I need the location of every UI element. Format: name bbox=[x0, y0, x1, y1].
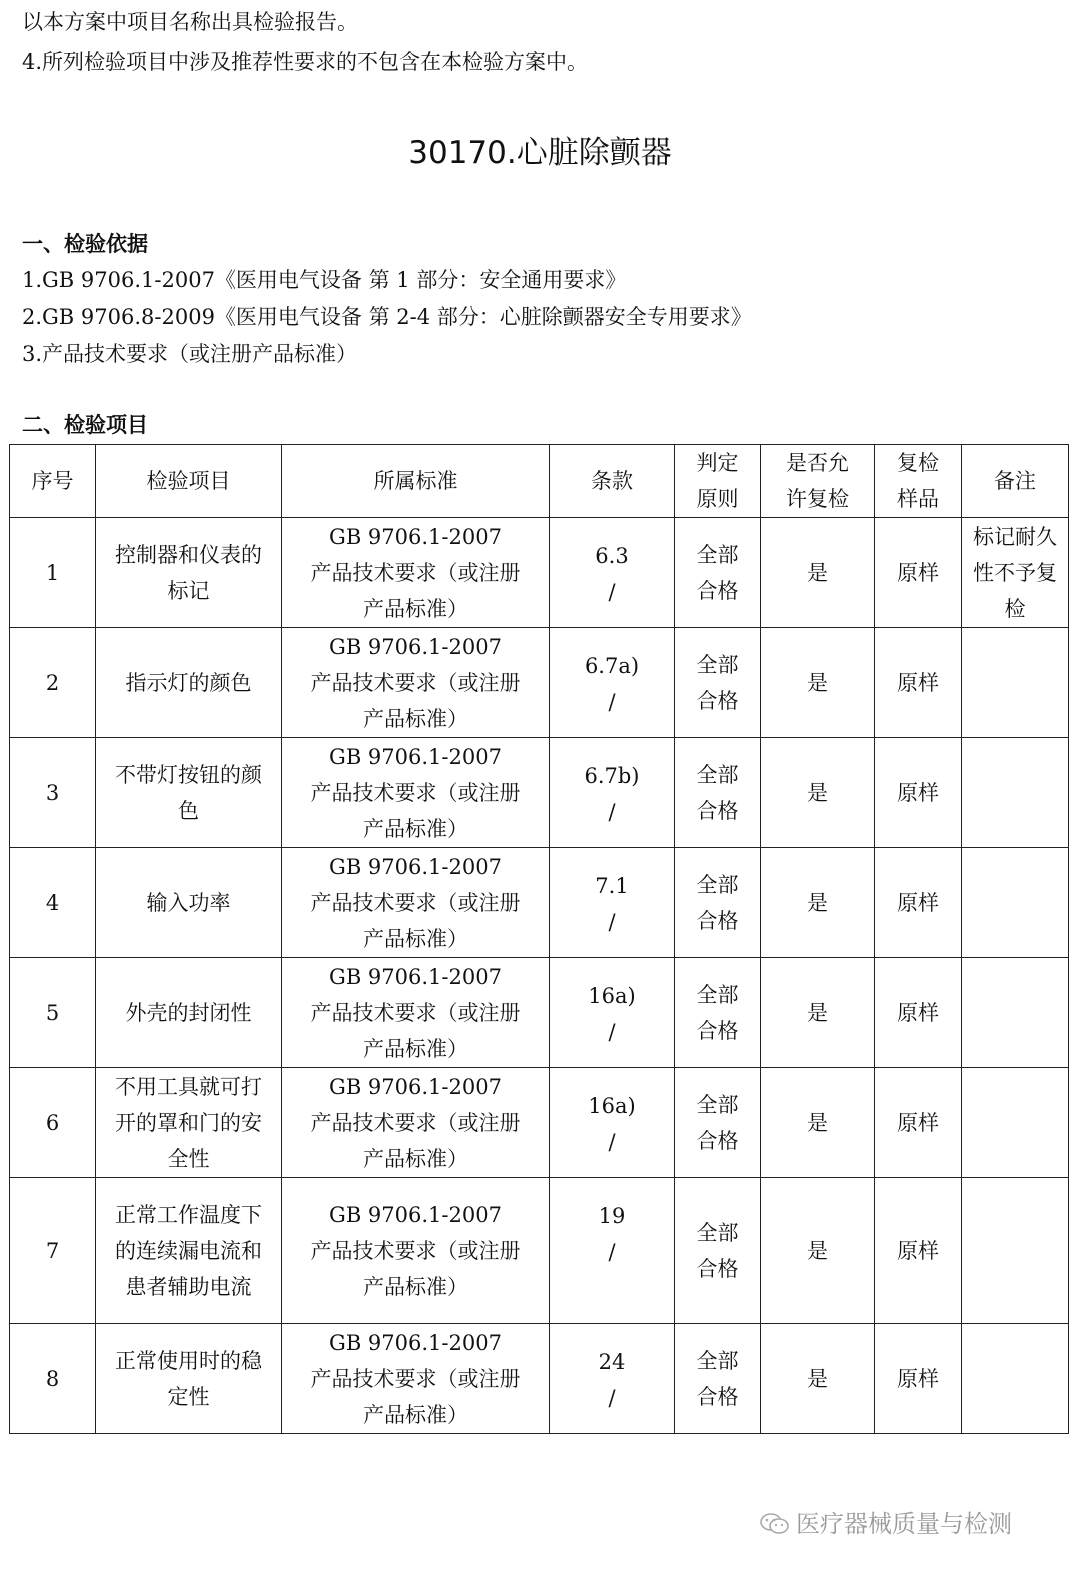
column-header: 条款 bbox=[550, 445, 675, 518]
item-name: 输入功率 bbox=[96, 848, 282, 958]
basis-heading: 一、检验依据 bbox=[22, 232, 148, 256]
recheck-sample: 原样 bbox=[875, 518, 962, 628]
table-row bbox=[10, 1068, 1069, 1178]
standard: GB 9706.1-2007 产品技术要求（或注册 产品标准） bbox=[282, 1068, 550, 1178]
table-row bbox=[10, 628, 1069, 738]
item-name: 不用工具就可打开的罩和门的安全性 bbox=[96, 1068, 282, 1178]
judgement: 全部 合格 bbox=[675, 848, 761, 958]
recheck-allowed: 是 bbox=[761, 1068, 875, 1178]
note bbox=[962, 1178, 1069, 1324]
recheck-allowed: 是 bbox=[761, 518, 875, 628]
recheck-sample: 原样 bbox=[875, 628, 962, 738]
item-name: 正常使用时的稳定性 bbox=[96, 1324, 282, 1434]
clause: 19 / bbox=[550, 1178, 675, 1324]
recheck-allowed: 是 bbox=[761, 738, 875, 848]
table-row bbox=[10, 738, 1069, 848]
recheck-allowed: 是 bbox=[761, 958, 875, 1068]
row-number: 3 bbox=[10, 738, 96, 848]
judgement: 全部 合格 bbox=[675, 1178, 761, 1324]
item-name: 不带灯按钮的颜色 bbox=[96, 738, 282, 848]
recheck-sample: 原样 bbox=[875, 1324, 962, 1434]
recheck-allowed: 是 bbox=[761, 1178, 875, 1324]
intro-line-2: 4.所列检验项目中涉及推荐性要求的不包含在本检验方案中。 bbox=[22, 50, 589, 74]
table-header-row bbox=[10, 445, 1069, 518]
note bbox=[962, 848, 1069, 958]
note bbox=[962, 958, 1069, 1068]
column-header: 备注 bbox=[962, 445, 1069, 518]
row-number: 1 bbox=[10, 518, 96, 628]
standard: GB 9706.1-2007 产品技术要求（或注册 产品标准） bbox=[282, 628, 550, 738]
inspection-items-table bbox=[9, 444, 1069, 1434]
standard: GB 9706.1-2007 产品技术要求（或注册 产品标准） bbox=[282, 1178, 550, 1324]
standard: GB 9706.1-2007 产品技术要求（或注册 产品标准） bbox=[282, 848, 550, 958]
clause: 6.7b) / bbox=[550, 738, 675, 848]
column-header: 判定 原则 bbox=[675, 445, 761, 518]
column-header: 是否允 许复检 bbox=[761, 445, 875, 518]
wechat-icon bbox=[760, 1513, 790, 1535]
recheck-allowed: 是 bbox=[761, 1324, 875, 1434]
items-heading: 二、检验项目 bbox=[22, 413, 148, 437]
recheck-allowed: 是 bbox=[761, 848, 875, 958]
basis-item-3: 3.产品技术要求（或注册产品标准） bbox=[22, 342, 358, 366]
table-body bbox=[10, 518, 1069, 1434]
watermark-text: 医疗器械质量与检测 bbox=[796, 1510, 1012, 1538]
judgement: 全部 合格 bbox=[675, 738, 761, 848]
note: 标记耐久性不予复检 bbox=[962, 518, 1069, 628]
recheck-sample: 原样 bbox=[875, 738, 962, 848]
intro-line-1: 以本方案中项目名称出具检验报告。 bbox=[22, 10, 358, 34]
judgement: 全部 合格 bbox=[675, 628, 761, 738]
column-header: 复检 样品 bbox=[875, 445, 962, 518]
standard: GB 9706.1-2007 产品技术要求（或注册 产品标准） bbox=[282, 518, 550, 628]
recheck-sample: 原样 bbox=[875, 848, 962, 958]
clause: 6.3 / bbox=[550, 518, 675, 628]
basis-item-2: 2.GB 9706.8-2009《医用电气设备 第 2-4 部分：心脏除颤器安全专用要求》 bbox=[22, 305, 752, 329]
standard: GB 9706.1-2007 产品技术要求（或注册 产品标准） bbox=[282, 738, 550, 848]
basis-item-1: 1.GB 9706.1-2007《医用电气设备 第 1 部分：安全通用要求》 bbox=[22, 268, 627, 292]
table-row bbox=[10, 518, 1069, 628]
standard: GB 9706.1-2007 产品技术要求（或注册 产品标准） bbox=[282, 1324, 550, 1434]
recheck-sample: 原样 bbox=[875, 1178, 962, 1324]
item-name: 正常工作温度下的连续漏电流和患者辅助电流 bbox=[96, 1178, 282, 1324]
row-number: 8 bbox=[10, 1324, 96, 1434]
item-name: 指示灯的颜色 bbox=[96, 628, 282, 738]
note bbox=[962, 738, 1069, 848]
table-row bbox=[10, 958, 1069, 1068]
row-number: 5 bbox=[10, 958, 96, 1068]
clause: 7.1 / bbox=[550, 848, 675, 958]
recheck-sample: 原样 bbox=[875, 1068, 962, 1178]
table-row bbox=[10, 1324, 1069, 1434]
judgement: 全部 合格 bbox=[675, 1068, 761, 1178]
row-number: 4 bbox=[10, 848, 96, 958]
note bbox=[962, 1324, 1069, 1434]
column-header: 检验项目 bbox=[96, 445, 282, 518]
column-header: 序号 bbox=[10, 445, 96, 518]
judgement: 全部 合格 bbox=[675, 958, 761, 1068]
table-row bbox=[10, 1178, 1069, 1324]
page-title: 30170.心脏除颤器 bbox=[408, 135, 672, 171]
judgement: 全部 合格 bbox=[675, 1324, 761, 1434]
recheck-allowed: 是 bbox=[761, 628, 875, 738]
note bbox=[962, 1068, 1069, 1178]
clause: 24 / bbox=[550, 1324, 675, 1434]
clause: 16a) / bbox=[550, 1068, 675, 1178]
watermark bbox=[760, 1504, 1012, 1539]
table-row bbox=[10, 848, 1069, 958]
clause: 6.7a) / bbox=[550, 628, 675, 738]
column-header: 所属标准 bbox=[282, 445, 550, 518]
recheck-sample: 原样 bbox=[875, 958, 962, 1068]
judgement: 全部 合格 bbox=[675, 518, 761, 628]
clause: 16a) / bbox=[550, 958, 675, 1068]
row-number: 2 bbox=[10, 628, 96, 738]
item-name: 控制器和仪表的标记 bbox=[96, 518, 282, 628]
standard: GB 9706.1-2007 产品技术要求（或注册 产品标准） bbox=[282, 958, 550, 1068]
row-number: 6 bbox=[10, 1068, 96, 1178]
row-number: 7 bbox=[10, 1178, 96, 1324]
note bbox=[962, 628, 1069, 738]
item-name: 外壳的封闭性 bbox=[96, 958, 282, 1068]
